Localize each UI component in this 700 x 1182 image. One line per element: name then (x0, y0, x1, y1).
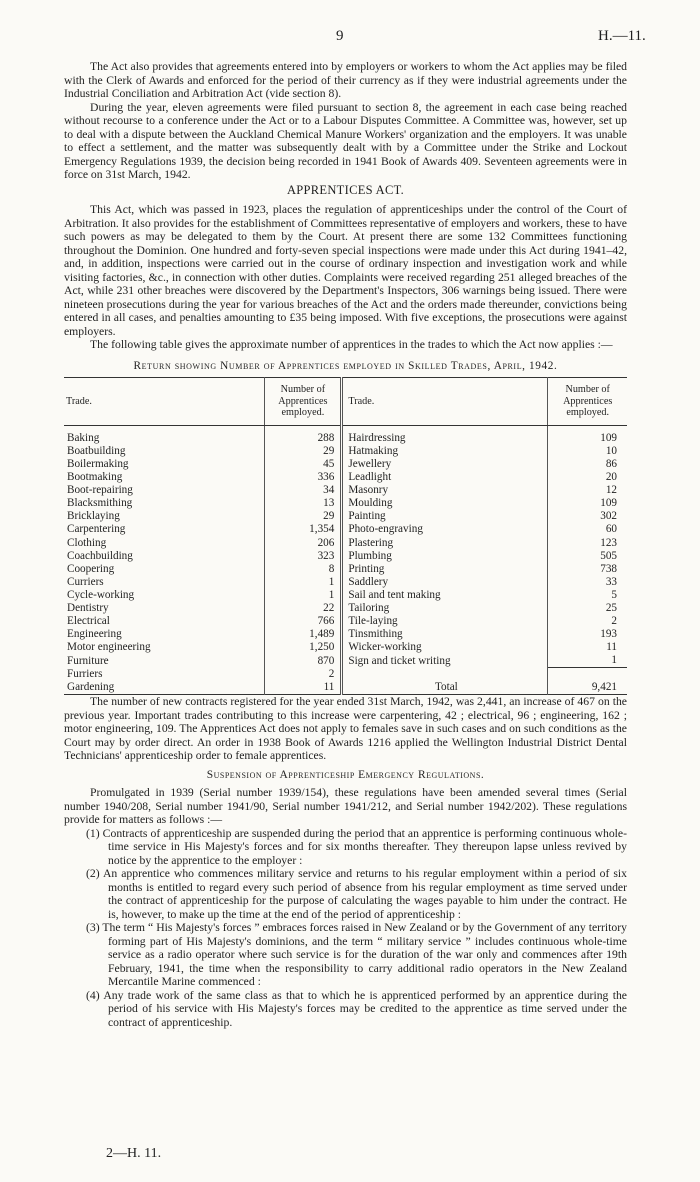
trade-name: Dentistry (67, 602, 109, 614)
trade-name: Furniture (67, 654, 109, 667)
table-row (64, 510, 627, 523)
trade-name: Leadlight (348, 471, 392, 484)
header-number-right: Number of Apprentices employed. (548, 378, 627, 426)
apprentice-count: 1,489 (265, 628, 342, 641)
trade-name: Hatmaking (348, 444, 399, 457)
trade-name: Photo-engraving (348, 523, 423, 536)
trade-name: Clothing (67, 536, 107, 549)
apprentice-count: 109 (548, 497, 627, 510)
regulations-list (64, 827, 627, 1030)
trade-name: Masonry (348, 484, 389, 497)
after-table-section (64, 695, 627, 763)
trade-name: Wicker-working (348, 641, 422, 654)
trade-name: Sign and ticket writing (348, 654, 451, 667)
trade-name: Hairdressing (348, 431, 406, 444)
trade-name: Curriers (67, 575, 104, 588)
apprentice-count: 766 (265, 615, 342, 628)
apprentice-count: 10 (548, 445, 627, 458)
apprentice-count: 505 (548, 550, 627, 563)
trade-name: Sail and tent making (348, 588, 441, 601)
table-row (64, 576, 627, 589)
table-row (64, 445, 627, 458)
apprentice-count: 13 (265, 497, 342, 510)
trade-name: Printing (348, 562, 385, 575)
apprentice-count: 109 (548, 432, 627, 445)
trade-name: Coopering (67, 562, 115, 575)
apprentice-count: 12 (548, 484, 627, 497)
table-row (64, 615, 627, 628)
table-row (64, 668, 627, 681)
apprentice-count: 29 (265, 510, 342, 523)
apprentice-count: 60 (548, 523, 627, 536)
apprentice-count: 45 (265, 458, 342, 471)
page-number: 9 (336, 28, 344, 44)
trade-name: Gardening (67, 681, 115, 694)
table-header-row (64, 378, 627, 426)
trade-name: Motor engineering (67, 641, 151, 654)
trade-name: Engineering (67, 628, 122, 641)
page-footer: 2—H. 11. (106, 1146, 162, 1161)
list-item: (3) The term “ His Majesty's forces ” embraces forces raised in New Zealand or by the Government of any territory forming part of His Majesty's dominions, and the term “ military service ” includes continuous whole-time service as a radio operator where such service is for the duration of the war only and commences after 19th February, 1941, the time when the responsibility to carry additional radio operators in the New Zealand Mercantile Marine commenced : (86, 921, 627, 989)
apprentice-count: 1,354 (265, 523, 342, 536)
table-row (64, 654, 627, 668)
list-item: (4) Any trade work of the same class as that to which he is apprenticed performed by an apprentice during the period of his service with His Majesty's forces may be credited to the apprentice as time served under the contract of apprenticeship. (86, 988, 627, 1029)
header-trade-left: Trade. (64, 378, 265, 426)
table-row (64, 628, 627, 641)
apprentice-count: 29 (265, 445, 342, 458)
apprentice-count: 870 (265, 654, 342, 668)
apprentice-count: 8 (265, 563, 342, 576)
apprentice-count: 302 (548, 510, 627, 523)
apprentice-count: 323 (265, 550, 342, 563)
section-heading: APPRENTICES ACT. (286, 182, 405, 197)
apprentice-count: 193 (548, 628, 627, 641)
trade-name: Electrical (67, 615, 110, 628)
apprentices-table (64, 377, 627, 695)
paragraph-agreements: The Act also provides that agreements entered into by employers or workers to whom the Act applies may be filed with the Clerk of Awards and enforced for the period of their currency as if they were industrial agreements under the Industrial Conciliation and Arbitration Act (vide section 8). (64, 60, 627, 100)
apprentice-count: 1 (265, 576, 342, 589)
paragraph-regulations: Promulgated in 1939 (Serial number 1939/154), these regulations have been amended several times (Serial number 1940/208, Serial number 1941/90, Serial number 1941/212, and Serial number 1942/202). These regulations provide for matters as follows :— (64, 786, 627, 827)
table-row (64, 432, 627, 445)
table-row (64, 471, 627, 484)
apprentice-count: 1 (265, 589, 342, 602)
trade-name: Furriers (67, 667, 103, 680)
table-row (64, 484, 627, 497)
trade-name: Bricklaying (67, 510, 120, 523)
apprentice-count: 25 (548, 602, 627, 615)
total-label: Total (434, 681, 458, 694)
apprentice-count: 11 (548, 641, 627, 654)
table-row (64, 641, 627, 654)
apprentice-count: 336 (265, 471, 342, 484)
trade-name: Carpentering (67, 523, 126, 536)
trade-name: Painting (348, 510, 386, 523)
trade-name: Baking (67, 431, 100, 444)
apprentice-count: 206 (265, 537, 342, 550)
apprentice-count: 738 (548, 563, 627, 576)
paragraph-apprentices-act: This Act, which was passed in 1923, places the regulation of apprenticeships under the control of the Court of Arbitration. It also provides for the establishment of Committees representative of employers and workers, these to have such powers as may be delegated to them by the Court. At present there are some 132 Committees functioning throughout the Dominion. One hundred and forty-seven special inspections were made under this Act during 1941–42, and, in addition, inspections were carried out in the course of ordinary inspection and investigation work and while visiting factories, &c., in connection with other duties. Complaints were received regarding 251 alleged breaches of the Act, while 231 other breaches were discovered by the Department's Inspectors, 306 warnings being issued. There were nineteen prosecutions during the year for various breaches of the Act and the orders made thereunder, convictions being entered in all cases, and penalties amounting to £35 being imposed. With five exceptions, the prosecutions were against employers. (64, 203, 627, 338)
trade-name: Plastering (348, 536, 394, 549)
apprentice-count: 34 (265, 484, 342, 497)
trade-name: Boot-repairing (67, 484, 133, 497)
table-row (64, 523, 627, 536)
trade-name: Plumbing (348, 549, 392, 562)
trade-name: Tile-laying (348, 615, 398, 628)
table-row (64, 550, 627, 563)
trade-name: Cycle-working (67, 588, 135, 601)
table-row (64, 602, 627, 615)
total-count: 9,421 (548, 681, 627, 695)
table-row (64, 589, 627, 602)
trade-name (342, 668, 548, 681)
apprentice-count: 22 (265, 602, 342, 615)
apprentice-count: 20 (548, 471, 627, 484)
trade-name: Tinsmithing (348, 628, 403, 641)
paragraph-agreements-filed: During the year, eleven agreements were filed pursuant to section 8, the agreement in each case being reached without recourse to a conference under the Act or to a Labour Disputes Committee. A Committee was, however, set up to deal with a dispute between the Auckland Chemical Manure Workers' organization and the employers. It was unable to effect a settlement, and the matter was subsequently dealt with by a Committee under the Strike and Lockout Emergency Regulations 1939, the decision being recorded in 1941 Book of Awards 409. Seventeen agreements were in force on 31st March, 1942. (64, 100, 627, 181)
trade-name: Saddlery (348, 575, 389, 588)
page-body (64, 60, 627, 1029)
subsection-heading: Suspension of Apprenticeship Emergency Regulations. (206, 768, 485, 781)
apprentice-count: 86 (548, 458, 627, 471)
trade-name: Bootmaking (67, 471, 123, 484)
apprentice-count: 1 (548, 654, 627, 668)
trade-name: Moulding (348, 497, 393, 510)
apprentice-count: 2 (265, 668, 342, 681)
list-item: (1) Contracts of apprenticeship are suspended during the period that an apprentice is performing continuous whole-time service in His Majesty's forces and for six months thereafter. They thereupon lapse unless revived by notice by the apprentice to the employer : (86, 826, 627, 867)
table-row (64, 497, 627, 510)
list-item: (2) An apprentice who commences military service and returns to his regular employment within a period of six months is entitled to regard every such period of absence from his regular employment as time served under the contract of apprenticeship for the purpose of calculating the wages payable to him under the contract. He is, however, to make up the time at the end of the period of apprenticeship : (86, 867, 627, 921)
table-body (64, 425, 627, 694)
table-row (64, 563, 627, 576)
table-title: Return showing Number of Apprentices employed in Skilled Trades, April, 1942. (133, 359, 558, 372)
apprentice-count: 11 (265, 681, 342, 695)
apprentice-count (548, 668, 627, 681)
trade-name: Blacksmithing (67, 497, 133, 510)
table-row (64, 458, 627, 471)
table-row (64, 537, 627, 550)
document-reference: H.—11. (598, 28, 646, 44)
table-total-row (64, 681, 627, 695)
trade-name: Boilermaking (67, 457, 129, 470)
apprentice-count: 123 (548, 537, 627, 550)
apprentice-count: 5 (548, 589, 627, 602)
apprentice-count: 288 (265, 432, 342, 445)
paragraph-table-intro: The following table gives the approximate number of apprentices in the trades to which the Act now applies :— (90, 338, 613, 351)
header-trade-right: Trade. (342, 378, 548, 426)
trade-name: Coachbuilding (67, 549, 133, 562)
apprentice-count: 33 (548, 576, 627, 589)
trade-name: Tailoring (348, 602, 390, 614)
trade-name: Jewellery (348, 457, 392, 470)
header-number-left: Number of Apprentices employed. (265, 378, 342, 426)
apprentice-count: 2 (548, 615, 627, 628)
paragraph-new-contracts: The number of new contracts registered for the year ended 31st March, 1942, was 2,441, an increase of 467 on the previous year. Important trades contributing to this increase were carpentering, 42 ; electrical, 96 ; engineering, 162 ; motor engineering, 109. The Apprentices Act does not apply to females save in such cases and on such conditions as the Court may by order direct. An order in 1938 Book of Awards 1216 applied the Wellington Industrial District Dental Technicians' apprenticeship order to female apprentices. (64, 695, 627, 763)
trade-name: Boatbuilding (67, 444, 126, 457)
apprentice-count: 1,250 (265, 641, 342, 654)
